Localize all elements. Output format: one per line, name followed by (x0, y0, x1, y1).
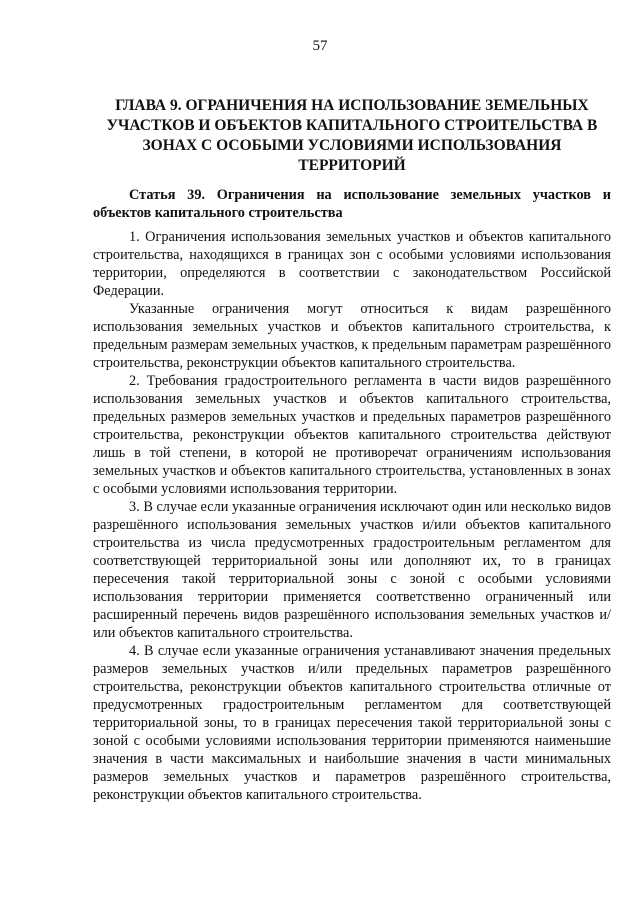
page-content (93, 96, 611, 804)
chapter-title: ГЛАВА 9. ОГРАНИЧЕНИЯ НА ИСПОЛЬЗОВАНИЕ ЗЕМЕЛЬНЫХ УЧАСТКОВ И ОБЪЕКТОВ КАПИТАЛЬНОГО СТРОИТЕЛЬСТВА В ЗОНАХ С ОСОБЫМИ УСЛОВИЯМИ ИСПОЛЬЗОВАНИЯ ТЕРРИТОРИЙ (106, 97, 598, 174)
paragraph-4: 4. В случае если указанные ограничения устанавливают значения предельных размеров земельных участков и/или предельных параметров разрешённого строительства, реконструкции объектов капитального строительства отличные от предусмотренных градостроительным регламентом для соответствующей территориальной зоны, то в границах пересечения такой территориальной зоны с зоной с особыми условиями использования территории применяются наименьшие значения в части максимальных и наибольшие значения в части минимальных размеров земельных участков и параметров разрешённого строительства, реконструкции объектов капитального строительства. (93, 643, 611, 803)
article-title: Статья 39. Ограничения на использование земельных участков и объектов капитального строительства (93, 187, 611, 221)
paragraph-1: 1. Ограничения использования земельных участков и объектов капитального строительства, находящихся в границах зон с особыми условиями использования территории, определяются в соответствии с законодательством Российской Федерации. (93, 229, 611, 299)
paragraph-3: 3. В случае если указанные ограничения исключают один или несколько видов разрешённого использования земельных участков и/или объектов капитального строительства из числа предусмотренных градостроительным регламентом для соответствующей территориальной зоны или дополняют их, то в границах пересечения такой территориальной зоны с зоной с особыми условиями использования территории применяется соответственно ограниченный или расширенный перечень видов разрешённого использования земельных участков и/или объектов капитального строительства. (93, 499, 611, 641)
page-number: 57 (312, 38, 328, 54)
paragraph-1-continued: Указанные ограничения могут относиться к видам разрешённого использования земельных участков и объектов капитального строительства, к предельным размерам земельных участков, к предельным параметрам разрешённого строительства, реконструкции объектов капитального строительства. (93, 301, 611, 371)
paragraph-2: 2. Требования градостроительного регламента в части видов разрешённого использования земельных участков и объектов капитального строительства, предельных размеров земельных участков и предельных параметров разрешённого строительства, реконструкции объектов капитального строительства действуют лишь в той степени, в которой не противоречат ограничениям использования земельных участков и объектов капитального строительства, установленных в зонах с особыми условиями использования территории. (93, 373, 611, 497)
